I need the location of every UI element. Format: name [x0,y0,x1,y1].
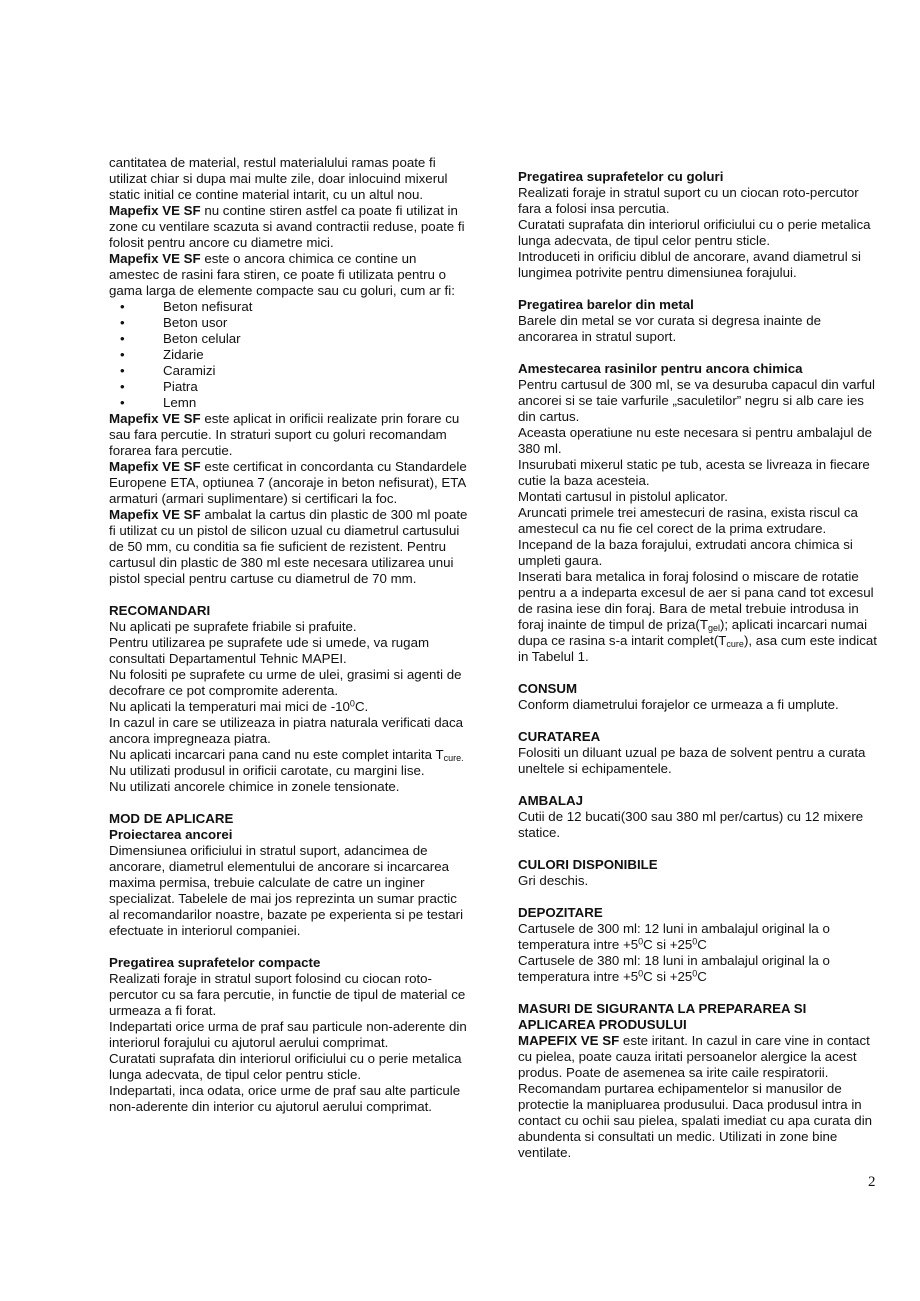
bullet-icon: • [120,379,125,394]
paragraph [518,1033,878,1161]
bullet-item [109,363,469,379]
text-run: Pentru utilizarea pe suprafete ude si umede, va rugam consultati Departamentul Tehnic MAPEI. [109,635,430,666]
right-column [518,155,878,1161]
text-run: gel [707,623,720,633]
text-run: Nu utilizati produsul in orificii carotate, cu margini lise. [109,763,425,778]
bullet-item [109,347,469,363]
bullet-item-label: Piatra [163,379,198,394]
text-run: Pregatirea suprafetelor compacte [109,955,321,970]
text-run: Incepand de la baza forajului, extrudati ancora chimica si umpleti gaura. [518,537,853,568]
text-run: Introduceti in orificiu diblul de ancorare, avand diametrul si lungimea potrivite pentru dimensiunea forajului. [518,249,861,280]
bullet-item-label: Lemn [163,395,197,410]
paragraph [518,505,878,537]
bullet-item [109,331,469,347]
paragraph [109,635,469,667]
text-run: ); aplicati incarcari numai dupa ce rasina s-a intarit complet(T [518,617,868,648]
bullet-item-label: Beton usor [163,315,228,330]
section-heading [518,729,878,745]
text-run: Mapefix VE SF [109,251,201,266]
section-heading [109,811,469,827]
text-run: DEPOZITARE [518,905,603,920]
bullet-icon: • [120,299,125,314]
text-run: Proiectarea ancorei [109,827,233,842]
section-heading [518,793,878,809]
text-run: Dimensiunea orificiului in stratul suport, adancimea de ancorare, diametrul elementului de ancorare si incarcarea maxima permisa, trebuie calculate de catre un inginer specializat. Tabelele de mai jos reprezinta un sumar practic al recomandarilor noastre, bazate pe experienta si pe testari efectuate in interiorul companiei. [109,843,464,938]
text-run: In cazul in care se utilizeaza in piatra naturala verificati daca ancora impregneaza piatra. [109,715,464,746]
bullet-item-label: Caramizi [163,363,216,378]
text-run: MASURI DE SIGURANTA LA PREPARAREA SI APLICAREA PRODUSULUI [518,1001,807,1032]
text-run: C [697,969,707,984]
section-heading [109,603,469,619]
section-heading [518,857,878,873]
paragraph [518,457,878,489]
text-run: 0 [638,968,644,979]
section-heading [109,827,469,843]
bullet-item-label: Beton nefisurat [163,299,253,314]
paragraph [109,1051,469,1083]
paragraph [109,779,469,795]
text-run: 0 [692,968,698,979]
paragraph [109,763,469,779]
text-run: Aruncati primele trei amestecuri de rasina, exista riscul ca amestecul ca nu fie cel corect de la prima extrudare. [518,505,858,536]
text-run: ambalat la cartus din plastic de 300 ml poate fi utilizat cu un pistol de silicon uzual cu diametrul cartusului de 50 mm, cu conditia sa fie suficient de rezistent. Pentru cartusul din plastic de 380 ml este necesara utilizarea unui pistol special pentru cartuse cu diametrul de 70 mm. [109,507,468,586]
text-run: C si +25 [643,937,693,952]
bullet-item [109,315,469,331]
section-heading [518,681,878,697]
bullet-item [109,379,469,395]
text-run: Nu utilizati ancorele chimice in zonele tensionate. [109,779,400,794]
text-run: C [697,937,707,952]
text-run: Amestecarea rasinilor pentru ancora chimica [518,361,803,376]
paragraph [518,185,878,217]
bullet-item [109,299,469,315]
text-run: Curatati suprafata din interiorul orificiului cu o perie metalica lunga adecvata, de tipul celor pentru sticle. [109,1051,462,1082]
bullet-item-label: Beton celular [163,331,241,346]
text-run: nu contine stiren astfel ca poate fi utilizat in zone cu ventilare scazuta si avand contractii reduse, poate fi folosit pentru ancore cu diametre mici. [109,203,465,250]
paragraph [109,203,469,251]
bullet-item [109,395,469,411]
section-heading [518,169,878,185]
text-run: Pregatirea suprafetelor cu goluri [518,169,724,184]
text-run: cantitatea de material, restul materialului ramas poate fi utilizat chiar si dupa mai multe zile, doar inlocuind mixerul static initial ce contine material intarit, cu un altul nou. [109,155,448,202]
paragraph [109,715,469,747]
text-run: 0 [638,936,644,947]
paragraph [518,745,878,777]
paragraph [518,921,878,953]
text-run: Cartusele de 300 ml: 12 luni in ambalajul original la o temperatura intre +5 [518,921,830,952]
paragraph [518,377,878,425]
paragraph [109,507,469,587]
bullet-icon: • [120,331,125,346]
bullet-icon: • [120,395,125,410]
bullet-item-label: Zidarie [163,347,204,362]
text-run: MOD DE APLICARE [109,811,234,826]
text-run: Inserati bara metalica in foraj folosind o miscare de rotatie pentru a a indeparta excesul de aer si pana cand tot excesul de rasina iese din foraj. Bara de metal trebuie introdusa in foraj inainte de timpul de priza(T [518,569,874,632]
text-run: Montati cartusul in pistolul aplicator. [518,489,728,504]
paragraph [518,873,878,889]
text-run: CURATAREA [518,729,601,744]
section-heading [518,1001,878,1033]
text-run: Nu folositi pe suprafete cu urme de ulei, grasimi si agenti de decofrare ce pot compromite aderenta. [109,667,462,698]
text-run: Mapefix VE SF [109,459,201,474]
text-columns [109,155,878,1161]
text-run: Indepartati orice urma de praf sau particule non-aderente din interiorul forajului cu ajutorul aerului comprimat. [109,1019,467,1050]
paragraph [109,1083,469,1115]
text-run: este aplicat in orificii realizate prin forare cu sau fara percutie. In straturi suport cu goluri recomandam forarea fara percutie. [109,411,460,458]
text-run: C si +25 [643,969,693,984]
paragraph [518,249,878,281]
section-heading [109,955,469,971]
text-run: Mapefix VE SF [109,411,201,426]
text-run: Realizati foraje in stratul suport cu un ciocan roto-percutor fara a folosi insa percutia. [518,185,859,216]
text-run: MAPEFIX VE SF [518,1033,620,1048]
paragraph [109,619,469,635]
text-run: Cutii de 12 bucati(300 sau 380 ml per/cartus) cu 12 mixere statice. [518,809,864,840]
text-run: Gri deschis. [518,873,589,888]
section-heading [518,905,878,921]
text-run: Nu aplicati pe suprafete friabile si prafuite. [109,619,357,634]
page-number: 2 [868,1174,876,1190]
text-run: 0 [692,936,698,947]
text-run: RECOMANDARI [109,603,211,618]
text-run: Conform diametrului forajelor ce urmeaza a fi umplute. [518,697,839,712]
text-run: Indepartati, inca odata, orice urme de praf sau alte particule non-aderente din interior cu ajutorul aerului comprimat. [109,1083,461,1114]
paragraph [109,667,469,699]
bullet-icon: • [120,315,125,330]
text-run: Folositi un diluant uzual pe baza de solvent pentru a curata uneltele si echipamentele. [518,745,866,776]
text-run: Mapefix VE SF [109,203,201,218]
text-run: Mapefix VE SF [109,507,201,522]
bullet-icon: • [120,347,125,362]
section-heading [518,297,878,313]
text-run: este o ancora chimica ce contine un amestec de rasini fara stiren, ce poate fi utilizata pentru o gama larga de elemente compacte sau cu goluri, cum ar fi: [109,251,455,298]
text-run: cure [726,639,744,649]
paragraph [518,953,878,985]
paragraph [518,809,878,841]
text-run: Curatati suprafata din interiorul orificiului cu o perie metalica lunga adecvata, de tipul celor pentru sticle. [518,217,871,248]
text-run: este certificat in concordanta cu Standardele Europene ETA, optiunea 7 (ancoraje in beton nefisurat), ETA armaturi (armari suplimentare) si certificari la foc. [109,459,467,506]
paragraph [518,313,878,345]
paragraph [518,569,878,665]
paragraph [109,459,469,507]
paragraph [518,697,878,713]
paragraph [109,155,469,203]
text-run: CULORI DISPONIBILE [518,857,658,872]
text-run: este iritant. In cazul in care vine in contact cu pielea, poate cauza iritati persoanelor alergice la acest produs. Poate de asemenea sa irite caile respiratorii. Recomandam purtarea echipamentelor si manusilor de protectie la manipluarea produsului. Daca produsul intra in contact cu ochii sau pielea, spalati imediat cu apa curata din abundenta si consultati un medic. Utilizati in zone bine ventilate. [518,1033,873,1160]
text-run: Pregatirea barelor din metal [518,297,694,312]
text-run: Insurubati mixerul static pe tub, acesta se livreaza in fiecare cutie la baza acesteia. [518,457,870,488]
text-run: Pentru cartusul de 300 ml, se va desuruba capacul din varful ancorei si se taie varfurile „saculetilor” negru si alb care ies din cartus. [518,377,876,424]
paragraph [518,425,878,457]
paragraph [518,537,878,569]
paragraph [518,217,878,249]
text-run: 0 [349,698,355,709]
text-run: Aceasta operatiune nu este necesara si pentru ambalajul de 380 ml. [518,425,873,456]
text-run: Barele din metal se vor curata si degresa inainte de ancorarea in stratul suport. [518,313,822,344]
paragraph [109,699,469,715]
text-run: CONSUM [518,681,578,696]
paragraph [109,411,469,459]
text-run: AMBALAJ [518,793,584,808]
paragraph [109,843,469,939]
left-column [109,155,469,1161]
text-run: Nu aplicati la temperaturi mai mici de -10 [109,699,350,714]
paragraph [109,747,469,763]
paragraph [109,251,469,299]
bullet-icon: • [120,363,125,378]
text-run: Nu aplicati incarcari pana cand nu este complet intarita T [109,747,444,762]
text-run: C. [354,699,369,714]
section-heading [518,361,878,377]
paragraph [109,971,469,1019]
text-run: cure. [443,753,464,763]
bullet-list [109,299,469,411]
paragraph [109,1019,469,1051]
text-run: Realizati foraje in stratul suport folosind cu ciocan roto-percutor cu sa fara percutie, in functie de tipul de material ce urmeaza a fi forat. [109,971,466,1018]
text-run: ), asa cum este indicat in Tabelul 1. [518,633,877,664]
paragraph [518,489,878,505]
text-run: Cartusele de 380 ml: 18 luni in ambalajul original la o temperatura intre +5 [518,953,830,984]
